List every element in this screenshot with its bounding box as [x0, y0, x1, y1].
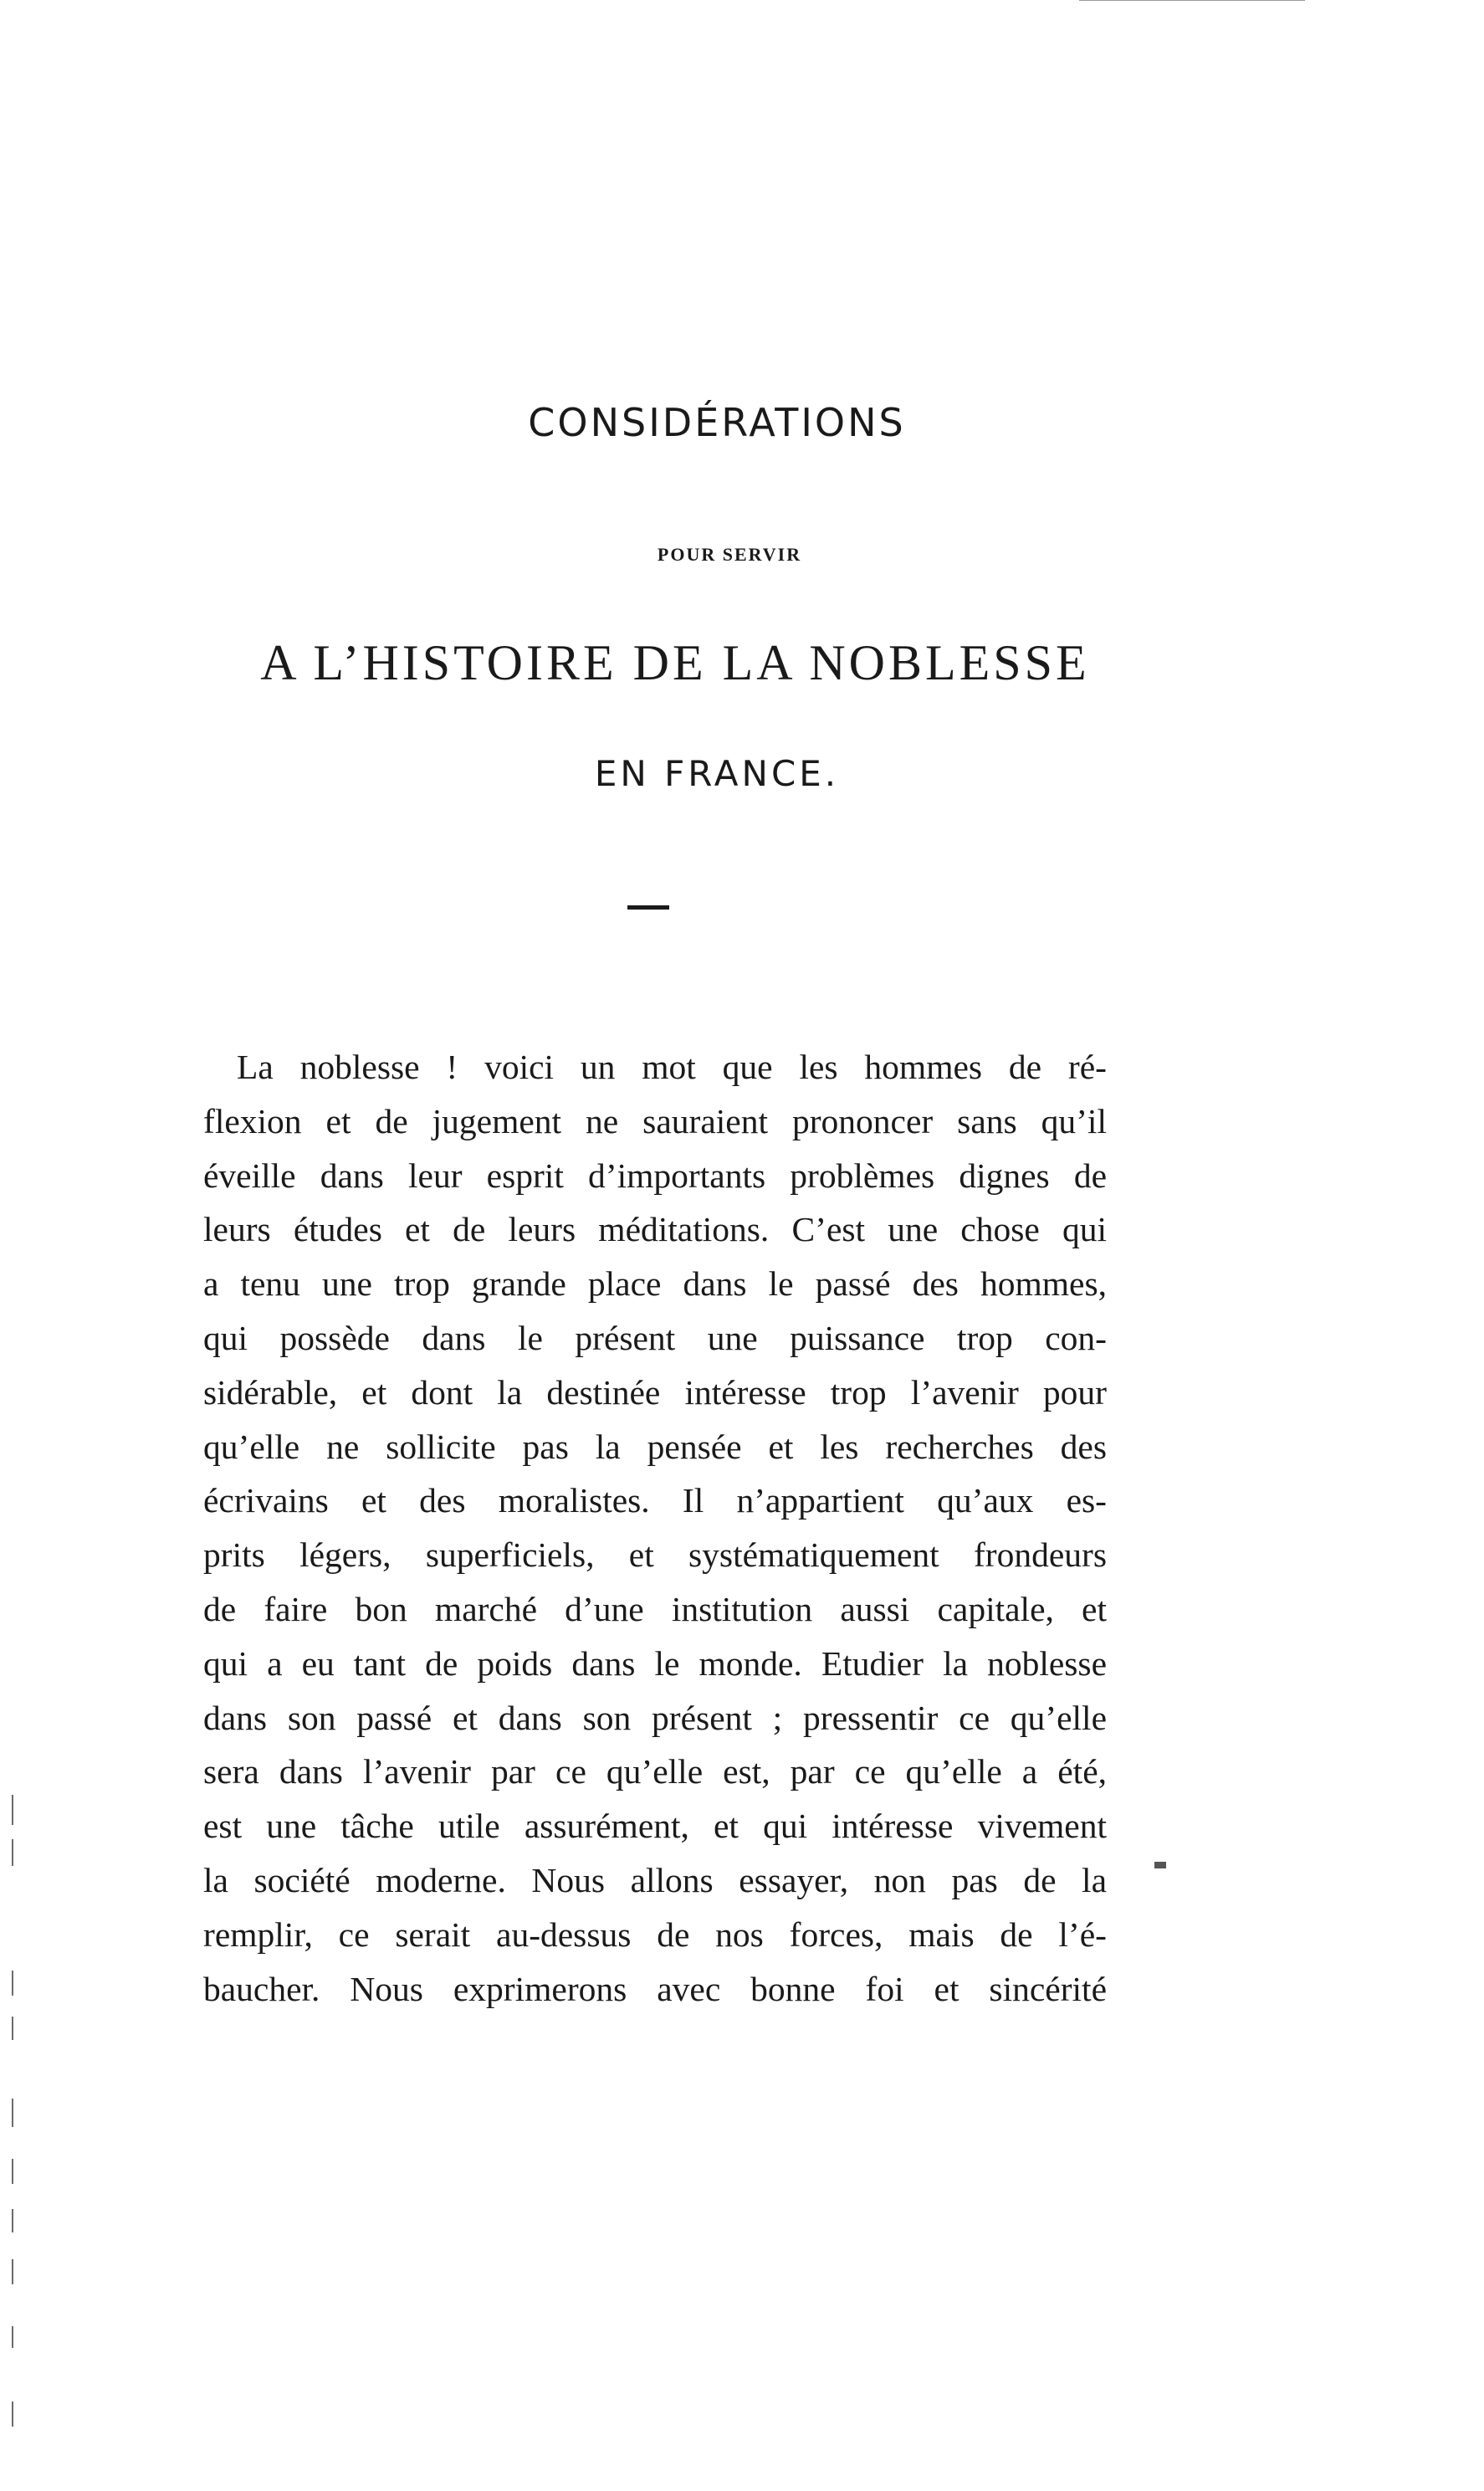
text-line: de faire bon marché d’une institution aussi capitale, et	[203, 1589, 1107, 1628]
text-line: a tenu une trop grande place dans le passé des hommes,	[203, 1264, 1107, 1304]
scan-mark	[12, 1795, 13, 1825]
scan-mark	[12, 2326, 13, 2348]
text-line: la société moderne. Nous allons essayer, non pas de la	[203, 1860, 1107, 1899]
scan-mark	[12, 2159, 13, 2184]
section-divider	[627, 905, 669, 910]
scan-mark	[12, 2017, 13, 2040]
scan-mark	[1154, 1862, 1166, 1868]
scan-mark	[12, 1839, 13, 1866]
text-line: sidérable, et dont la destinée intéresse trop l’avenir pour	[203, 1372, 1107, 1412]
text-line: qu’elle ne sollicite pas la pensée et les recherches des	[203, 1427, 1107, 1466]
text-line: qui a eu tant de poids dans le monde. Etudier la noblesse	[203, 1643, 1107, 1683]
body-paragraph	[203, 1040, 1107, 2016]
scan-mark	[12, 2259, 13, 2284]
text-line: leurs études et de leurs méditations. C’est une chose qui	[203, 1210, 1107, 1249]
scan-mark	[12, 2099, 13, 2127]
text-line: sera dans l’avenir par ce qu’elle est, par ce qu’elle a été,	[203, 1752, 1107, 1791]
text-line: qui possède dans le présent une puissance trop con-	[203, 1318, 1107, 1357]
text-line: flexion et de jugement ne sauraient prononcer sans qu’il	[203, 1101, 1107, 1140]
text-line: dans son passé et dans son présent ; pressentir ce qu’elle	[203, 1698, 1107, 1737]
text-line: prits légers, superficiels, et systématiquement frondeurs	[203, 1535, 1107, 1575]
scan-mark	[12, 2209, 13, 2232]
text-line: est une tâche utile assurément, et qui intéresse vivement	[203, 1807, 1107, 1846]
scan-mark	[12, 1971, 13, 1996]
text-line: éveille dans leur esprit d’importants problèmes dignes de	[203, 1156, 1107, 1195]
title-subtitle: EN FRANCE.	[594, 753, 840, 794]
title-connector: POUR SERVIR	[657, 544, 802, 565]
page-title: CONSIDÉRATIONS	[528, 400, 906, 445]
text-line: écrivains et des moralistes. Il n’appartient qu’aux es-	[203, 1481, 1107, 1520]
text-line: remplir, ce serait au-dessus de nos forces, mais de l’é-	[203, 1914, 1107, 1954]
text-line: baucher. Nous exprimerons avec bonne foi et sincérité	[203, 1969, 1107, 2008]
scan-mark	[1079, 0, 1305, 1]
scan-mark	[12, 2401, 13, 2427]
title-main: A L’HISTOIRE DE LA NOBLESSE	[260, 635, 1090, 690]
text-line: La noblesse ! voici un mot que les hommes de ré-	[237, 1048, 1107, 1086]
